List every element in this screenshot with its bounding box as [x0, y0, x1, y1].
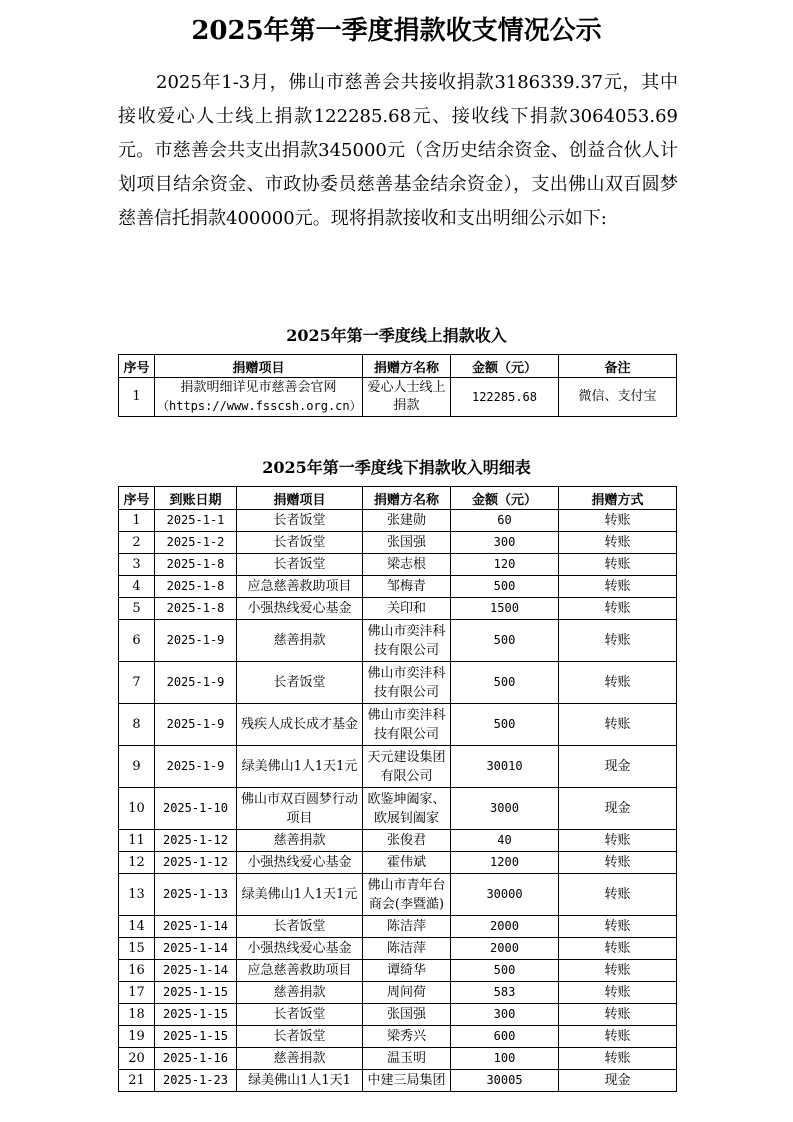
col-header-donor: 捐赠方名称 — [363, 487, 451, 510]
cell-amount: 500 — [451, 960, 559, 982]
cell-project: 长者饭堂 — [237, 510, 363, 532]
cell-amount: 1200 — [451, 852, 559, 874]
cell-donor: 陈洁萍 — [363, 916, 451, 938]
cell-method: 转账 — [559, 852, 677, 874]
table-row — [119, 662, 677, 704]
cell-project: 佛山市双百圆梦行动项目 — [237, 788, 363, 830]
cell-no: 20 — [119, 1048, 155, 1070]
cell-project: 长者饭堂 — [237, 662, 363, 704]
cell-method: 转账 — [559, 510, 677, 532]
table-row — [119, 620, 677, 662]
cell-project: 绿美佛山1人1天1 — [237, 1070, 363, 1092]
table-row — [119, 960, 677, 982]
cell-project: 绿美佛山1人1天1元 — [237, 874, 363, 916]
table-row — [119, 1004, 677, 1026]
cell-amount: 3000 — [451, 788, 559, 830]
cell-no: 21 — [119, 1070, 155, 1092]
col-header-amount: 金额（元） — [451, 355, 559, 378]
cell-no: 19 — [119, 1026, 155, 1048]
online-table-title: 2025年第一季度线上捐款收入 — [286, 326, 507, 345]
cell-donor: 张国强 — [363, 532, 451, 554]
cell-method: 转账 — [559, 598, 677, 620]
cell-method: 转账 — [559, 938, 677, 960]
cell-method: 转账 — [559, 576, 677, 598]
cell-date: 2025-1-14 — [155, 916, 237, 938]
cell-method: 转账 — [559, 662, 677, 704]
cell-amount: 500 — [451, 662, 559, 704]
cell-no: 2 — [119, 532, 155, 554]
summary-paragraph: 2025年1-3月，佛山市慈善会共接收捐款3186339.37元，其中接收爱心人士线上捐款122285.68元、接收线下捐款3064053.69元。市慈善会共支出捐款345000元（含历史结余资金、创益合伙人计划项目结余资金、市政协委员慈善基金结余资金），支出佛山双百圆梦慈善信托捐款400000元。现将捐款接收和支出明细公示如下: — [118, 72, 678, 229]
col-header-date: 到账日期 — [155, 487, 237, 510]
cell-date: 2025-1-15 — [155, 982, 237, 1004]
cell-no: 14 — [119, 916, 155, 938]
table-row — [119, 852, 677, 874]
cell-date: 2025-1-12 — [155, 830, 237, 852]
cell-amount: 500 — [451, 576, 559, 598]
table-row — [119, 554, 677, 576]
cell-date: 2025-1-8 — [155, 554, 237, 576]
cell-note: 微信、支付宝 — [559, 378, 677, 417]
table-row — [119, 830, 677, 852]
cell-date: 2025-1-13 — [155, 874, 237, 916]
cell-amount: 583 — [451, 982, 559, 1004]
col-header-no: 序号 — [119, 487, 155, 510]
cell-method: 现金 — [559, 788, 677, 830]
cell-donor: 佛山市奕沣科技有限公司 — [363, 662, 451, 704]
cell-project — [155, 378, 363, 417]
cell-donor: 梁志根 — [363, 554, 451, 576]
cell-no: 7 — [119, 662, 155, 704]
cell-no: 17 — [119, 982, 155, 1004]
cell-date: 2025-1-15 — [155, 1004, 237, 1026]
cell-amount: 122285.68 — [451, 378, 559, 417]
cell-project: 慈善捐款 — [237, 830, 363, 852]
cell-donor: 佛山市奕沣科技有限公司 — [363, 620, 451, 662]
cell-method: 转账 — [559, 916, 677, 938]
cell-no: 15 — [119, 938, 155, 960]
cell-no: 3 — [119, 554, 155, 576]
cell-amount: 30000 — [451, 874, 559, 916]
cell-date: 2025-1-23 — [155, 1070, 237, 1092]
table-header-row — [119, 487, 677, 510]
cell-date: 2025-1-14 — [155, 938, 237, 960]
online-donation-table — [118, 354, 677, 417]
cell-donor: 梁秀兴 — [363, 1026, 451, 1048]
cell-method: 转账 — [559, 704, 677, 746]
col-header-donor: 捐赠方名称 — [363, 355, 451, 378]
cell-method: 转账 — [559, 1026, 677, 1048]
cell-date: 2025-1-9 — [155, 620, 237, 662]
table-row — [119, 938, 677, 960]
cell-no: 1 — [119, 378, 155, 417]
cell-method: 现金 — [559, 1070, 677, 1092]
cell-amount: 2000 — [451, 938, 559, 960]
cell-method: 转账 — [559, 874, 677, 916]
cell-donor: 张建勋 — [363, 510, 451, 532]
col-header-note: 备注 — [559, 355, 677, 378]
cell-project: 小强热线爱心基金 — [237, 852, 363, 874]
website-link[interactable]: （https://www.fsscsh.org.cn） — [157, 399, 362, 413]
cell-method: 转账 — [559, 1004, 677, 1026]
cell-method: 转账 — [559, 1048, 677, 1070]
cell-date: 2025-1-2 — [155, 532, 237, 554]
cell-no: 6 — [119, 620, 155, 662]
cell-project: 慈善捐款 — [237, 982, 363, 1004]
cell-project: 长者饭堂 — [237, 554, 363, 576]
cell-amount: 40 — [451, 830, 559, 852]
cell-project: 小强热线爱心基金 — [237, 938, 363, 960]
cell-project: 长者饭堂 — [237, 1026, 363, 1048]
cell-date: 2025-1-9 — [155, 662, 237, 704]
cell-project: 慈善捐款 — [237, 1048, 363, 1070]
cell-donor: 霍伟斌 — [363, 852, 451, 874]
cell-donor: 中建三局集团 — [363, 1070, 451, 1092]
cell-no: 13 — [119, 874, 155, 916]
cell-no: 4 — [119, 576, 155, 598]
cell-donor: 温玉明 — [363, 1048, 451, 1070]
cell-project: 长者饭堂 — [237, 1004, 363, 1026]
cell-no: 1 — [119, 510, 155, 532]
cell-date: 2025-1-10 — [155, 788, 237, 830]
table-row — [119, 532, 677, 554]
col-header-method: 捐赠方式 — [559, 487, 677, 510]
cell-project: 长者饭堂 — [237, 532, 363, 554]
cell-method: 转账 — [559, 532, 677, 554]
cell-project: 应急慈善救助项目 — [237, 576, 363, 598]
table-row — [119, 378, 677, 417]
offline-table-title: 2025年第一季度线下捐款收入明细表 — [262, 458, 531, 477]
cell-donor: 陈洁萍 — [363, 938, 451, 960]
cell-donor: 佛山市奕沣科技有限公司 — [363, 704, 451, 746]
cell-amount: 1500 — [451, 598, 559, 620]
cell-method: 现金 — [559, 746, 677, 788]
table-row — [119, 1070, 677, 1092]
table-row — [119, 598, 677, 620]
cell-no: 5 — [119, 598, 155, 620]
cell-amount: 30010 — [451, 746, 559, 788]
cell-amount: 30005 — [451, 1070, 559, 1092]
cell-no: 10 — [119, 788, 155, 830]
cell-amount: 500 — [451, 620, 559, 662]
cell-donor: 欧鉴坤阖家、欧展钊阖家 — [363, 788, 451, 830]
cell-no: 9 — [119, 746, 155, 788]
cell-date: 2025-1-12 — [155, 852, 237, 874]
cell-amount: 60 — [451, 510, 559, 532]
table-header-row — [119, 355, 677, 378]
cell-date: 2025-1-14 — [155, 960, 237, 982]
cell-date: 2025-1-9 — [155, 704, 237, 746]
offline-donation-table — [118, 486, 677, 1092]
cell-project: 慈善捐款 — [237, 620, 363, 662]
cell-project: 应急慈善救助项目 — [237, 960, 363, 982]
cell-donor: 关印和 — [363, 598, 451, 620]
cell-donor: 佛山市青年台商会(李暨澔) — [363, 874, 451, 916]
cell-method: 转账 — [559, 554, 677, 576]
cell-no: 8 — [119, 704, 155, 746]
cell-project-line1: 捐款明细详见市慈善会官网 — [180, 380, 337, 395]
table-row — [119, 1048, 677, 1070]
cell-project: 长者饭堂 — [237, 916, 363, 938]
table-row — [119, 788, 677, 830]
col-header-project: 捐赠项目 — [237, 487, 363, 510]
cell-donor: 天元建设集团有限公司 — [363, 746, 451, 788]
cell-amount: 600 — [451, 1026, 559, 1048]
cell-amount: 300 — [451, 1004, 559, 1026]
table-row — [119, 746, 677, 788]
cell-donor: 周间荷 — [363, 982, 451, 1004]
table-row — [119, 510, 677, 532]
table-row — [119, 874, 677, 916]
cell-donor: 张俊君 — [363, 830, 451, 852]
table-row — [119, 576, 677, 598]
cell-date: 2025-1-9 — [155, 746, 237, 788]
cell-amount: 500 — [451, 704, 559, 746]
cell-method: 转账 — [559, 830, 677, 852]
cell-date: 2025-1-8 — [155, 576, 237, 598]
table-row — [119, 916, 677, 938]
cell-donor: 邹梅青 — [363, 576, 451, 598]
cell-no: 12 — [119, 852, 155, 874]
cell-date: 2025-1-1 — [155, 510, 237, 532]
cell-no: 18 — [119, 1004, 155, 1026]
col-header-project: 捐赠项目 — [155, 355, 363, 378]
cell-project: 绿美佛山1人1天1元 — [237, 746, 363, 788]
cell-no: 11 — [119, 830, 155, 852]
page-title: 2025年第一季度捐款收支情况公示 — [191, 16, 602, 46]
col-header-no: 序号 — [119, 355, 155, 378]
table-row — [119, 1026, 677, 1048]
cell-donor: 张国强 — [363, 1004, 451, 1026]
col-header-amount: 金额（元） — [451, 487, 559, 510]
cell-date: 2025-1-15 — [155, 1026, 237, 1048]
cell-amount: 2000 — [451, 916, 559, 938]
cell-project: 残疾人成长成才基金 — [237, 704, 363, 746]
table-row — [119, 982, 677, 1004]
cell-method: 转账 — [559, 620, 677, 662]
cell-amount: 300 — [451, 532, 559, 554]
table-row — [119, 704, 677, 746]
cell-amount: 100 — [451, 1048, 559, 1070]
cell-method: 转账 — [559, 982, 677, 1004]
cell-amount: 120 — [451, 554, 559, 576]
cell-donor: 谭绮华 — [363, 960, 451, 982]
cell-date: 2025-1-16 — [155, 1048, 237, 1070]
cell-project: 小强热线爱心基金 — [237, 598, 363, 620]
cell-donor: 爱心人士线上捐款 — [363, 378, 451, 417]
cell-method: 转账 — [559, 960, 677, 982]
cell-date: 2025-1-8 — [155, 598, 237, 620]
cell-no: 16 — [119, 960, 155, 982]
